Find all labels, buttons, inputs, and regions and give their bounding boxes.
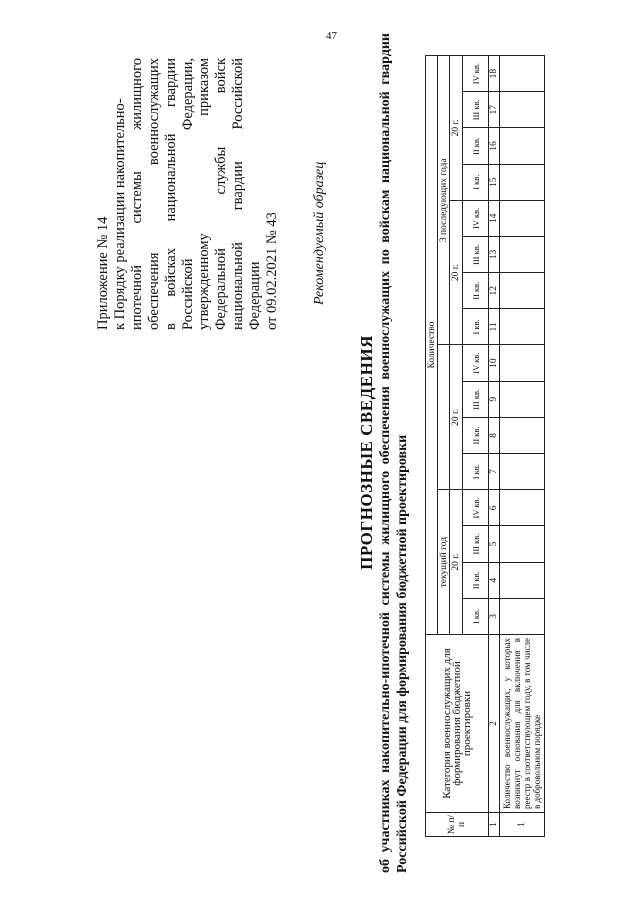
quarter: II кв. bbox=[463, 273, 489, 309]
quarter: III кв. bbox=[463, 92, 489, 128]
column-number: 5 bbox=[489, 526, 500, 562]
column-number: 1 bbox=[489, 813, 500, 837]
header-three-years: 3 последующих года bbox=[438, 56, 450, 346]
header-num: № п/п bbox=[426, 813, 489, 837]
appendix-line: ипотечной системы жилищного bbox=[128, 58, 145, 330]
table-cell bbox=[500, 454, 545, 490]
table-cell bbox=[500, 417, 545, 453]
appendix-line: Федеральной службы войск bbox=[213, 58, 230, 330]
header-year: 20 г. bbox=[450, 200, 463, 345]
column-number: 3 bbox=[489, 598, 500, 634]
table-cell bbox=[500, 236, 545, 272]
quarter: III кв. bbox=[463, 526, 489, 562]
quarter: II кв. bbox=[463, 562, 489, 598]
table-cell bbox=[500, 490, 545, 526]
header-current-year: текущий год bbox=[438, 490, 450, 635]
column-number: 4 bbox=[489, 562, 500, 598]
appendix-line: утвержденному приказом bbox=[196, 58, 213, 330]
column-number: 12 bbox=[489, 273, 500, 309]
header-year: 20 г. bbox=[450, 56, 463, 201]
quarter: III кв. bbox=[463, 381, 489, 417]
column-number: 9 bbox=[489, 381, 500, 417]
table-cell bbox=[500, 164, 545, 200]
appendix-line: Приложение № 14 bbox=[95, 216, 111, 330]
appendix-line: от 09.02.2021 № 43 bbox=[264, 212, 281, 330]
table-cell bbox=[500, 562, 545, 598]
header-year: 20 г. bbox=[450, 345, 463, 490]
quarter: II кв. bbox=[463, 128, 489, 164]
sample-label: Рекомендуемый образец bbox=[312, 161, 327, 305]
column-number: 17 bbox=[489, 92, 500, 128]
appendix-block bbox=[95, 58, 281, 330]
column-number: 8 bbox=[489, 417, 500, 453]
quarter: II кв. bbox=[463, 417, 489, 453]
quarter: III кв. bbox=[463, 236, 489, 272]
appendix-line: Российской Федерации, bbox=[179, 58, 196, 330]
row-number: 1 bbox=[500, 813, 545, 837]
header-quantity: Количество bbox=[426, 56, 438, 635]
column-number: 13 bbox=[489, 236, 500, 272]
header-year: 20 г. bbox=[450, 490, 463, 635]
appendix-line: Федерации bbox=[247, 261, 264, 330]
quarter: IV кв. bbox=[463, 56, 489, 92]
forecast-table bbox=[425, 55, 545, 837]
column-number: 14 bbox=[489, 200, 500, 236]
table-cell bbox=[500, 345, 545, 381]
header-next-year bbox=[438, 345, 450, 490]
column-number: 7 bbox=[489, 454, 500, 490]
document-title: ПРОГНОЗНЫЕ СВЕДЕНИЯ bbox=[357, 335, 376, 570]
row-category-text: Количество военнослужащих, у которых возникнут основания для включения в реестр в соответствующем году, в том числе в добровольном порядке bbox=[500, 635, 545, 813]
column-number: 11 bbox=[489, 309, 500, 345]
appendix-line: обеспечения военнослужащих bbox=[145, 58, 162, 330]
appendix-line: национальной гвардии Российской bbox=[230, 58, 247, 330]
appendix-line: к Порядку реализации накопительно- bbox=[111, 98, 128, 330]
page-number: 47 bbox=[326, 30, 337, 42]
header-category: Категория военнослужащих для формирования бюджетной проектировки bbox=[426, 635, 489, 813]
quarter: IV кв. bbox=[463, 490, 489, 526]
column-number: 10 bbox=[489, 345, 500, 381]
column-number: 15 bbox=[489, 164, 500, 200]
quarter: I кв. bbox=[463, 454, 489, 490]
document-subtitle: об участниках накопительно-ипотечной системы жилищного обеспечения военнослужащих по войскам национальной гвардии Российской Федерации для формирования бюджетной проектировки bbox=[378, 33, 410, 873]
table-cell bbox=[500, 128, 545, 164]
table-cell bbox=[500, 273, 545, 309]
quarter: I кв. bbox=[463, 164, 489, 200]
appendix-line: в войсках национальной гвардии bbox=[162, 58, 179, 330]
quarter: IV кв. bbox=[463, 200, 489, 236]
column-number: 2 bbox=[489, 635, 500, 813]
column-number: 16 bbox=[489, 128, 500, 164]
table-cell bbox=[500, 598, 545, 634]
table-cell bbox=[500, 200, 545, 236]
table-cell bbox=[500, 92, 545, 128]
table-cell bbox=[500, 526, 545, 562]
table-cell bbox=[500, 56, 545, 92]
quarter: I кв. bbox=[463, 598, 489, 634]
column-number: 6 bbox=[489, 490, 500, 526]
quarter: I кв. bbox=[463, 309, 489, 345]
table-cell bbox=[500, 309, 545, 345]
table-cell bbox=[500, 381, 545, 417]
quarter: IV кв. bbox=[463, 345, 489, 381]
column-number: 18 bbox=[489, 56, 500, 92]
